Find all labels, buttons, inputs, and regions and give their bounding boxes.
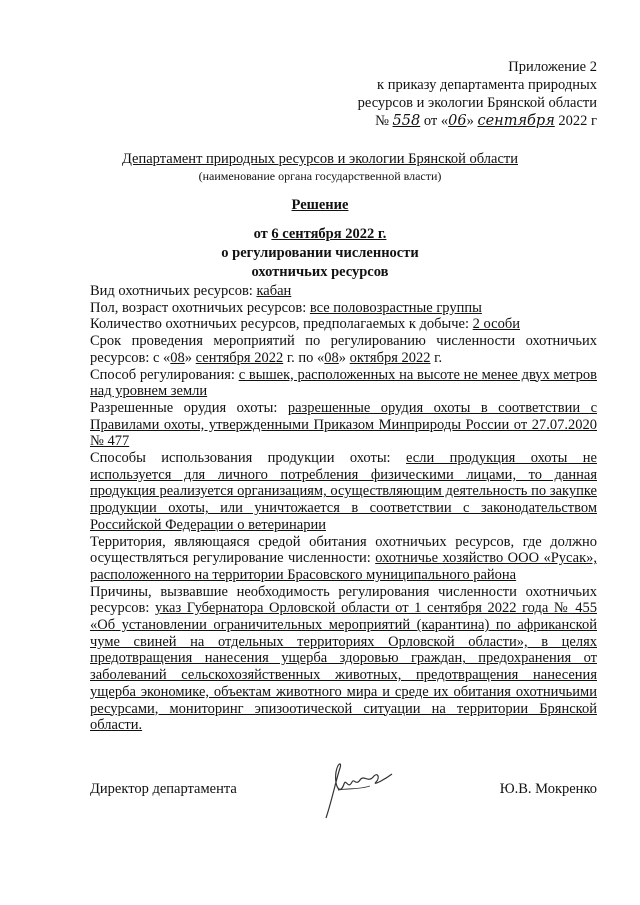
order-day: 06 [448,113,467,129]
field-label: Пол, возраст охотничьих ресурсов: [90,299,307,316]
decision-date-prefix: от [253,226,268,242]
decision-title: Решение [291,197,349,213]
field-value: охотничье хозяйство ООО «Русак», расположенного на территории Брасовского муниципального района [90,550,597,583]
period-text: г. [434,349,443,366]
field-value: если продукция охоты не используется для личного потребления физическими лицами, то данная продукция реализуется организациям, осуществляющим деятельность по закупке продукции охоты, или уничтожается в соответствии с законодательством Российской Федерации о ветеринарии [90,450,597,533]
from-label: от « [423,113,449,129]
decision-date-line [0,225,640,244]
field-period [90,333,597,366]
field-value: кабан [256,283,292,299]
quote-close: » [466,113,474,129]
field-label: Количество охотничьих ресурсов, предполагаемых к добыче: [90,316,470,333]
period-month-start: сентября 2022 [195,349,284,366]
period-text: г. по « [286,349,325,366]
appendix-line: ресурсов и экологии Брянской области [357,95,597,111]
appendix-order-line [297,112,597,130]
field-territory [90,534,597,584]
field-weapons [90,400,597,450]
order-month: сентября [477,113,555,129]
period-month-end: октября 2022 [349,349,431,366]
field-label: Причины, вызвавшие необходимость регулирования численности охотничьих ресурсов: [90,583,597,617]
field-label: Территория, являющаяся средой обитания охотничьих ресурсов, где должно осуществляться регулирование численности: [90,533,597,567]
department-note: (наименование органа государственной власти) [198,169,442,183]
decision-header [0,196,640,282]
signer-name: Ю.В. Мокренко [499,781,597,797]
field-value: все половозрастные группы [309,299,482,316]
appendix-line: к приказу департамента природных [377,77,597,93]
field-sex-age [90,300,597,317]
field-kind [90,283,597,300]
field-usage [90,450,597,534]
field-value: 2 особи [472,316,520,333]
field-value: с вышек, расположенных на высоте не менее двух метров над уровнем земли [90,366,598,400]
field-label: Вид охотничьих ресурсов: [90,283,253,299]
decision-subtitle: охотничьих ресурсов [251,264,389,280]
appendix-title: Приложение 2 [508,59,597,75]
decision-date: 6 сентября 2022 г. [271,226,387,242]
order-year: 2022 г [558,113,597,129]
number-label: № [375,113,389,129]
decision-body [90,283,597,734]
signer-position: Директор департамента [90,781,237,797]
field-method [90,367,597,400]
period-day-end: 08 [324,349,339,366]
quote-close: » [184,349,193,366]
field-label: Способ регулирования: [90,366,235,383]
period-day-start: 08 [170,349,185,366]
decision-subtitle: о регулировании численности [221,245,419,261]
field-count [90,316,597,333]
field-label: Срок проведения мероприятий по регулированию численности охотничьих ресурсов: с « [90,333,597,366]
appendix-block [297,58,597,130]
field-value: разрешенные орудия охоты в соответствии с Правилами охоты, утвержденными Приказом Минприроды России от 27.07.2020 № 477 [90,399,598,450]
field-label: Способы использования продукции охоты: [90,450,391,467]
department-name: Департамент природных ресурсов и экологии Брянской области [121,151,518,167]
field-label: Разрешенные орудия охоты: [90,399,278,416]
signature-scribble [318,760,398,822]
field-value: указ Губернатора Орловской области от 1 сентября 2022 года № 455 «Об установлении ограничительных мероприятий (карантина) по африканской чуме свиней на отдельных территориях Орловской области», в целях предотвращения нанесения ущерба здоровью граждан, предохранения от заболеваний сельскохозяйственных животных, предотвращения нанесения ущерба экономике, объектам животного мира и среде их обитания охотничьими ресурсами, мониторинг эпизоотической ситуации на территории Брянской области. [90,600,598,734]
field-reasons [90,584,597,734]
quote-close: » [338,349,347,366]
order-number: 558 [392,113,421,129]
